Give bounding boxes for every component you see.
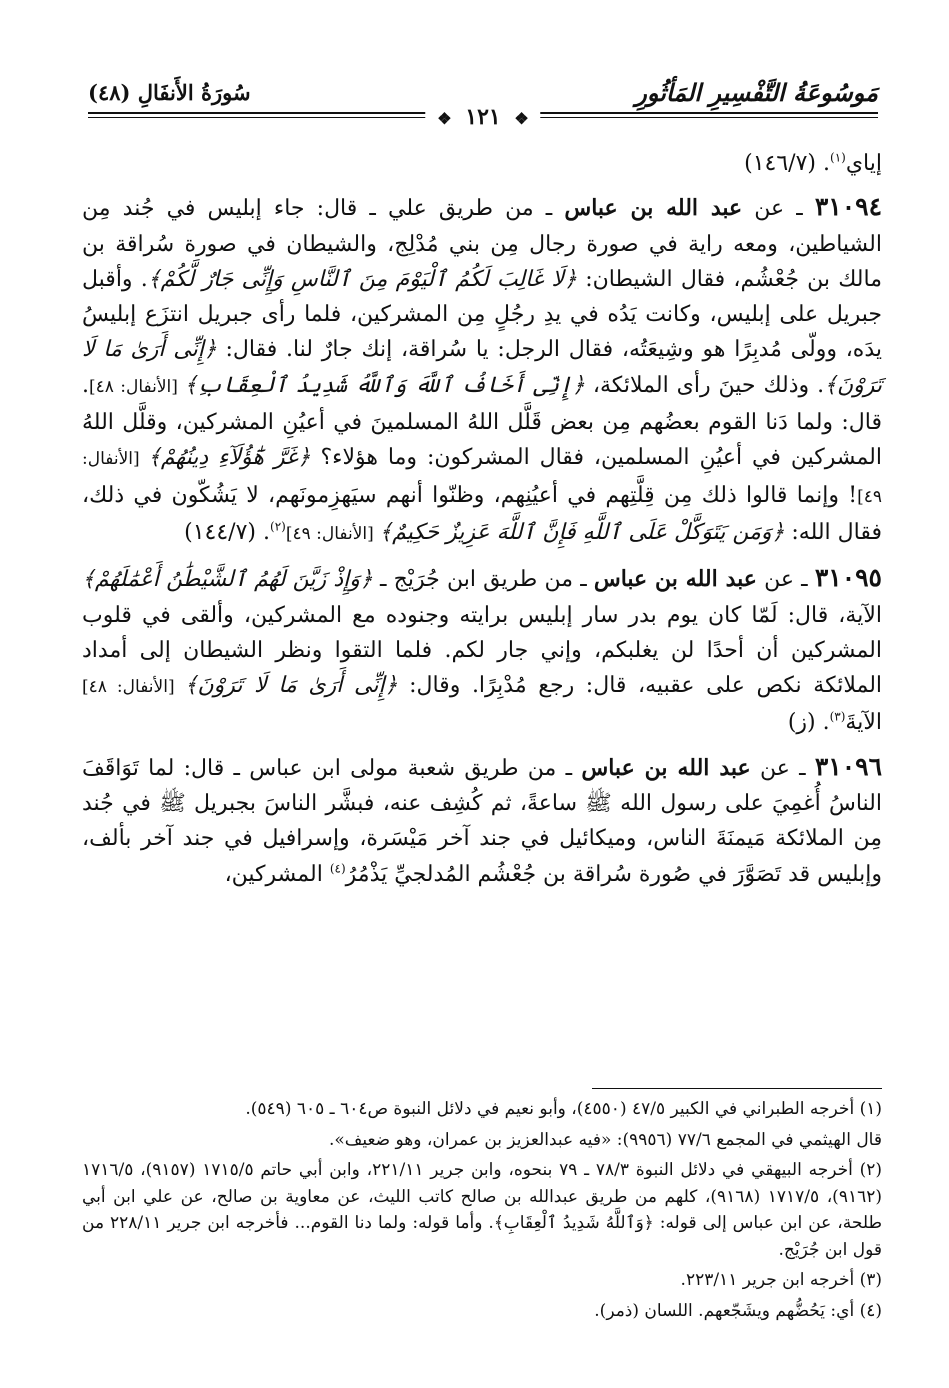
narrator-name: عبد الله بن عباس [581,754,751,781]
quran-quote: ﴿إِنِّى أَرَىٰ مَا لَا تَرَوْنَ﴾ [82,337,882,398]
footnote: قال الهيثمي في المجمع ٧٧/٦ (٩٩٥٦): «فيه عبدالعزيز بن عمران، وهو ضعيف». [328,1129,882,1150]
narrator-name: عبد الله بن عباس [593,566,757,593]
text: ـ من طريق ابن جُرَيْج ـ [372,567,594,593]
text: ـ عن [750,755,815,781]
book-title: مَوسُوعَةُ التَّفْسِيرِ المَأثُورِ [635,78,878,107]
footnote-ref: (٤) [329,861,346,876]
quran-quote: ﴿وَإِذْ زَيَّنَ لَهُمُ ٱلشَّيْطَٰنُ أَعْمَٰلَهُمْ﴾ [82,567,373,593]
quran-quote: ﴿إِنِّى أَخَافُ ٱللَّهَ وَٱللَّهُ شَدِيدُ ٱلْعِقَابِ﴾ [184,372,585,398]
footnote: (٣) أخرجه ابن جرير ٢٢٣/١١. [680,1270,882,1290]
quran-quote: ﴿لَا غَالِبَ لَكُمُ ٱلْيَوْمَ مِنَ ٱلنَّاسِ وَإِنِّى جَارٌ لَّكُمْ﴾ [147,266,577,292]
hadith-31096 [82,749,882,892]
footnote-ref: (٣) [829,710,846,725]
surah-title: سُورَةُ الأَنفَالِ (٤٨) [88,80,251,105]
verse-ref: [الأنفال: ٤٩] [82,449,882,507]
text: الآية، قال: لَمّا كان يوم بدر سار إبليس برايته وجنوده مع المشركين، وألقى في قلوب المشركين أن أحدًا لن يغلبكم، وإني جار لكم. فلما التقوا ونظر الشيطان إلى أمداد الملائكة نكص على عقبيه، قال: رجع مُدْبِرًا. وقال: [82,602,883,699]
paragraph-continuation [82,146,882,181]
text: ـ عن [756,567,815,593]
footnote-ref: (٢) [270,519,286,534]
text: المشركين، [224,861,330,887]
text: ! وإنما قالوا ذلك مِن قِلَّتِهم في أعيُنِهم، وظنّوا أنهم سيَهزِمونَهم، لا يَشُكّون في ذلك، فقال الله: [82,482,882,545]
main-text [82,146,882,892]
text: ـ من طريق شعبة مولى ابن عباس ـ قال: لما تَوَاقَفَ الناسُ أُغمِيَ على رسول الله ﷺ ساعةً، ثم كُشِف عنه، فبشَّر الناسَ بجبريل ﷺ في جُند مِن الملائكة مَيمنَةَ الناس، وميكائيل في جند آخر مَيْسَرة، وإسرافيل في جند آخر بألف، وإبليس قد تَصَوَّرَ في صُورة سُراقة بن جُعْشُم المُدلجيِّ يَذْمُرُ [82,755,882,887]
text: ـ من طريق علي ـ قال: جاء إبليس في جُند مِن الشياطين، ومعه راية في صورة رجال مِن بني مُدْلِج، والشيطان في صورة سُراقة بن مالك بن جُعْشُم، فقال الشيطان: [82,196,882,292]
text: . وذلك حينَ رأى الملائكة، [584,372,825,398]
volume-ref: . (١٤٦/٧) [744,151,830,176]
verse-ref: [الأنفال: ٤٩] [285,523,380,544]
footnotes [82,1096,882,1328]
verse-ref: [الأنفال: ٤٨] [82,677,185,698]
text: إياي [845,151,882,176]
hadith-31094 [82,189,882,552]
footnote-ref: (١) [830,150,846,165]
text: الآيةَ [845,710,882,736]
text: ـ عن [742,196,815,222]
ornament-icon: ❖ [514,109,529,128]
footnote-divider [592,1088,882,1089]
quran-quote: ﴿غَرَّ هَٰٓؤُلَآءِ دِينُهُمْ﴾ [148,445,311,471]
footnote: (٤) أي: يَحُضُّهم ويشَجّعهم. اللسان (ذمر). [594,1300,882,1321]
narrator-name: عبد الله بن عباس [564,195,743,222]
page-number: ١٢١ [465,104,501,130]
footnote: (٢) أخرجه البيهقي في دلائل النبوة ٧٨/٣ ـ ٧٩ بنحوه، وابن جرير ٢٢١/١١، وابن أبي حاتم ١٧١٥/٥ (٩١٥٧)، ١٧١٦/٥ (٩١٦٢)، ١٧١٧/٥ (٩١٦٨)، كلهم من طريق عبدالله بن صالح كاتب الليث، عن معاوية بن صالح، عن علي ابن أبي طلحة، عن ابن عباس إلى قوله: ﴿وَٱللَّهُ شَدِيدُ ٱلْعِقَابِ﴾. وأما قوله: ولما دنا القوم... فأخرجه ابن جرير ٢٢٨/١١ من قول ابن جُرَيْج. [82,1160,882,1260]
hadith-31095 [82,560,882,740]
page-header [88,72,878,130]
hadith-number: ٣١٠٩٤ [814,192,882,222]
volume-ref: . (ز) [787,710,830,736]
text: . قال: ولما دَنا القوم بعضُهم مِن بعض قَلَّل اللهُ المسلمينَ في أعيُنِ المشركين، وقلَّل اللهُ المشركين في أعيُنِ المسلمين، فقال المشركون: وما هؤلاء؟ [82,372,882,471]
volume-ref: . (١٤٤/٧) [184,519,270,545]
quran-quote: ﴿إِنِّى أَرَىٰ مَا لَا تَرَوْنَ﴾ [184,673,398,699]
page-number-block [425,104,540,130]
hadith-number: ٣١٠٩٦ [814,751,882,781]
ornament-icon: ❖ [437,109,452,128]
footnote: (١) أخرجه الطبراني في الكبير ٤٧/٥ (٤٥٥٠)، وأبو نعيم في دلائل النبوة ص٦٠٤ ـ ٦٠٥ (٥٤٩). [245,1099,882,1119]
quran-quote: ﴿وَمَن يَتَوَكَّلْ عَلَى ٱللَّهِ فَإِنَّ ٱللَّهَ عَزِيزٌ حَكِيمٌ﴾ [379,519,785,545]
text: . وأقبل جبريل على إبليس، وكانت يَدُه في يدِ رجُلٍ مِن المشركين، فلما رأى جبريل انتزَع إبليسُ يدَه، وولّى مُدبِرًا هو وشِيعَتُه، فقال الرجل: يا سُراقة، إنك جارٌ لنا. فقال: [82,266,882,363]
verse-ref: [الأنفال: ٤٨] [89,376,185,397]
hadith-number: ٣١٠٩٥ [814,563,882,593]
